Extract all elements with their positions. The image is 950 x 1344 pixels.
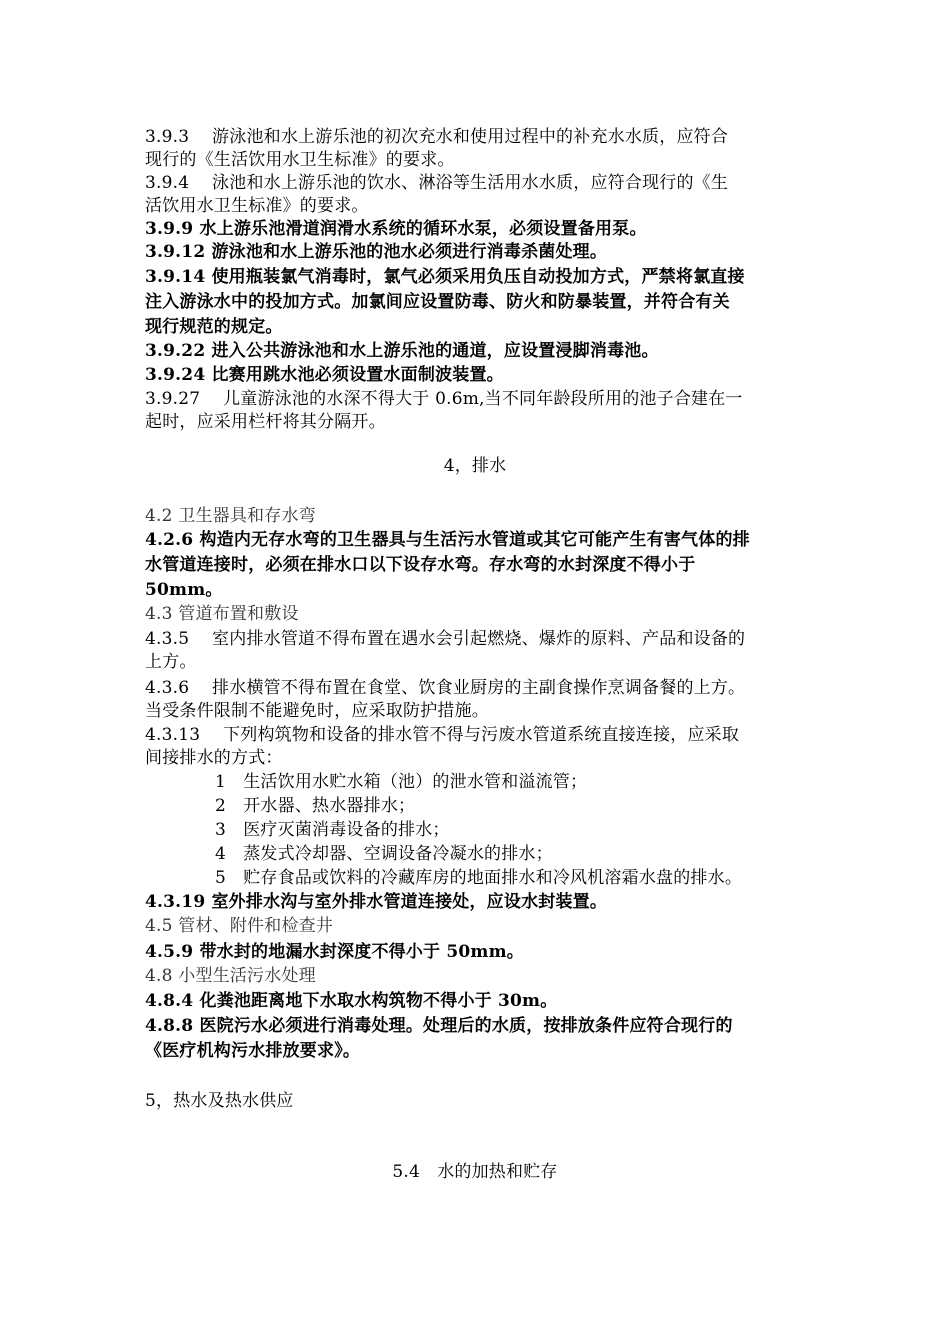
clause-4-8-8-cont: 《医疗机构污水排放要求》。 bbox=[145, 1041, 361, 1061]
clause-3-9-27: 3.9.27 儿童游泳池的水深不得大于 0.6m,当不同年龄段所用的池子合建在一 bbox=[145, 389, 743, 409]
clause-4-3-19: 4.3.19 室外排水沟与室外排水管道连接处，应设水封装置。 bbox=[145, 892, 608, 912]
clause-3-9-4: 3.9.4 泳池和水上游乐池的饮水、淋浴等生活用水水质，应符合现行的《生 bbox=[145, 173, 729, 193]
section-4-8-heading: 4.8 小型生活污水处理 bbox=[145, 966, 316, 986]
clause-3-9-14-cont2: 现行规范的规定。 bbox=[145, 317, 283, 337]
clause-3-9-24: 3.9.24 比赛用跳水池必须设置水面制波装置。 bbox=[145, 365, 504, 385]
clause-3-9-12: 3.9.12 游泳池和水上游乐池的池水必须进行消毒杀菌处理。 bbox=[145, 242, 608, 262]
clause-4-2-6-cont2: 50mm。 bbox=[145, 580, 223, 600]
clause-4-3-5: 4.3.5 室内排水管道不得布置在遇水会引起燃烧、爆炸的原料、产品和设备的 bbox=[145, 629, 746, 649]
clause-3-9-4-cont: 活饮用水卫生标准》的要求。 bbox=[145, 196, 369, 216]
clause-4-5-9: 4.5.9 带水封的地漏水封深度不得小于 50mm。 bbox=[145, 942, 524, 962]
clause-3-9-9: 3.9.9 水上游乐池滑道润滑水系统的循环水泵，必须设置备用泵。 bbox=[145, 219, 647, 239]
list-item: 3 医疗灭菌消毒设备的排水； bbox=[215, 820, 450, 840]
clause-3-9-27-cont: 起时，应采用栏杆将其分隔开。 bbox=[145, 412, 386, 432]
clause-3-9-14-cont: 注入游泳水中的投加方式。加氯间应设置防毒、防火和防暴装置，并符合有关 bbox=[145, 292, 730, 312]
list-item: 1 生活饮用水贮水箱（池）的泄水管和溢流管； bbox=[215, 772, 588, 792]
chapter-5-heading: 5，热水及热水供应 bbox=[145, 1091, 294, 1111]
clause-3-9-22: 3.9.22 进入公共游泳池和水上游乐池的通道，应设置浸脚消毒池。 bbox=[145, 341, 659, 361]
clause-4-2-6: 4.2.6 构造内无存水弯的卫生器具与生活污水管道或其它可能产生有害气体的排 bbox=[145, 530, 750, 550]
list-item: 5 贮存食品或饮料的冷藏库房的地面排水和冷风机溶霜水盘的排水。 bbox=[215, 868, 743, 888]
section-4-2-heading: 4.2 卫生器具和存水弯 bbox=[145, 506, 316, 526]
clause-4-3-6: 4.3.6 排水横管不得布置在食堂、饮食业厨房的主副食操作烹调备餐的上方。 bbox=[145, 678, 746, 698]
section-4-3-heading: 4.3 管道布置和敷设 bbox=[145, 604, 299, 624]
section-5-4-heading: 5.4 水的加热和贮存 bbox=[392, 1162, 558, 1182]
chapter-4-heading: 4，排水 bbox=[443, 456, 507, 476]
clause-4-3-6-cont: 当受条件限制不能避免时，应采取防护措施。 bbox=[145, 701, 489, 721]
clause-4-2-6-cont: 水管道连接时，必须在排水口以下设存水弯。存水弯的水封深度不得小于 bbox=[145, 555, 696, 575]
clause-4-3-13: 4.3.13 下列构筑物和设备的排水管不得与污废水管道系统直接连接，应采取 bbox=[145, 725, 740, 745]
clause-4-3-5-cont: 上方。 bbox=[145, 652, 197, 672]
clause-3-9-3-cont: 现行的《生活饮用水卫生标准》的要求。 bbox=[145, 150, 455, 170]
clause-4-8-4: 4.8.4 化粪池距离地下水取水构筑物不得小于 30m。 bbox=[145, 991, 558, 1011]
section-4-5-heading: 4.5 管材、附件和检查井 bbox=[145, 916, 334, 936]
clause-4-8-8: 4.8.8 医院污水必须进行消毒处理。处理后的水质，按排放条件应符合现行的 bbox=[145, 1016, 733, 1036]
clause-3-9-14: 3.9.14 使用瓶装氯气消毒时，氯气必须采用负压自动投加方式，严禁将氯直接 bbox=[145, 267, 745, 287]
clause-3-9-3: 3.9.3 游泳池和水上游乐池的初次充水和使用过程中的补充水水质，应符合 bbox=[145, 127, 729, 147]
clause-4-3-13-cont: 间接排水的方式： bbox=[145, 748, 283, 768]
list-item: 4 蒸发式冷却器、空调设备冷凝水的排水； bbox=[215, 844, 553, 864]
list-item: 2 开水器、热水器排水； bbox=[215, 796, 416, 816]
